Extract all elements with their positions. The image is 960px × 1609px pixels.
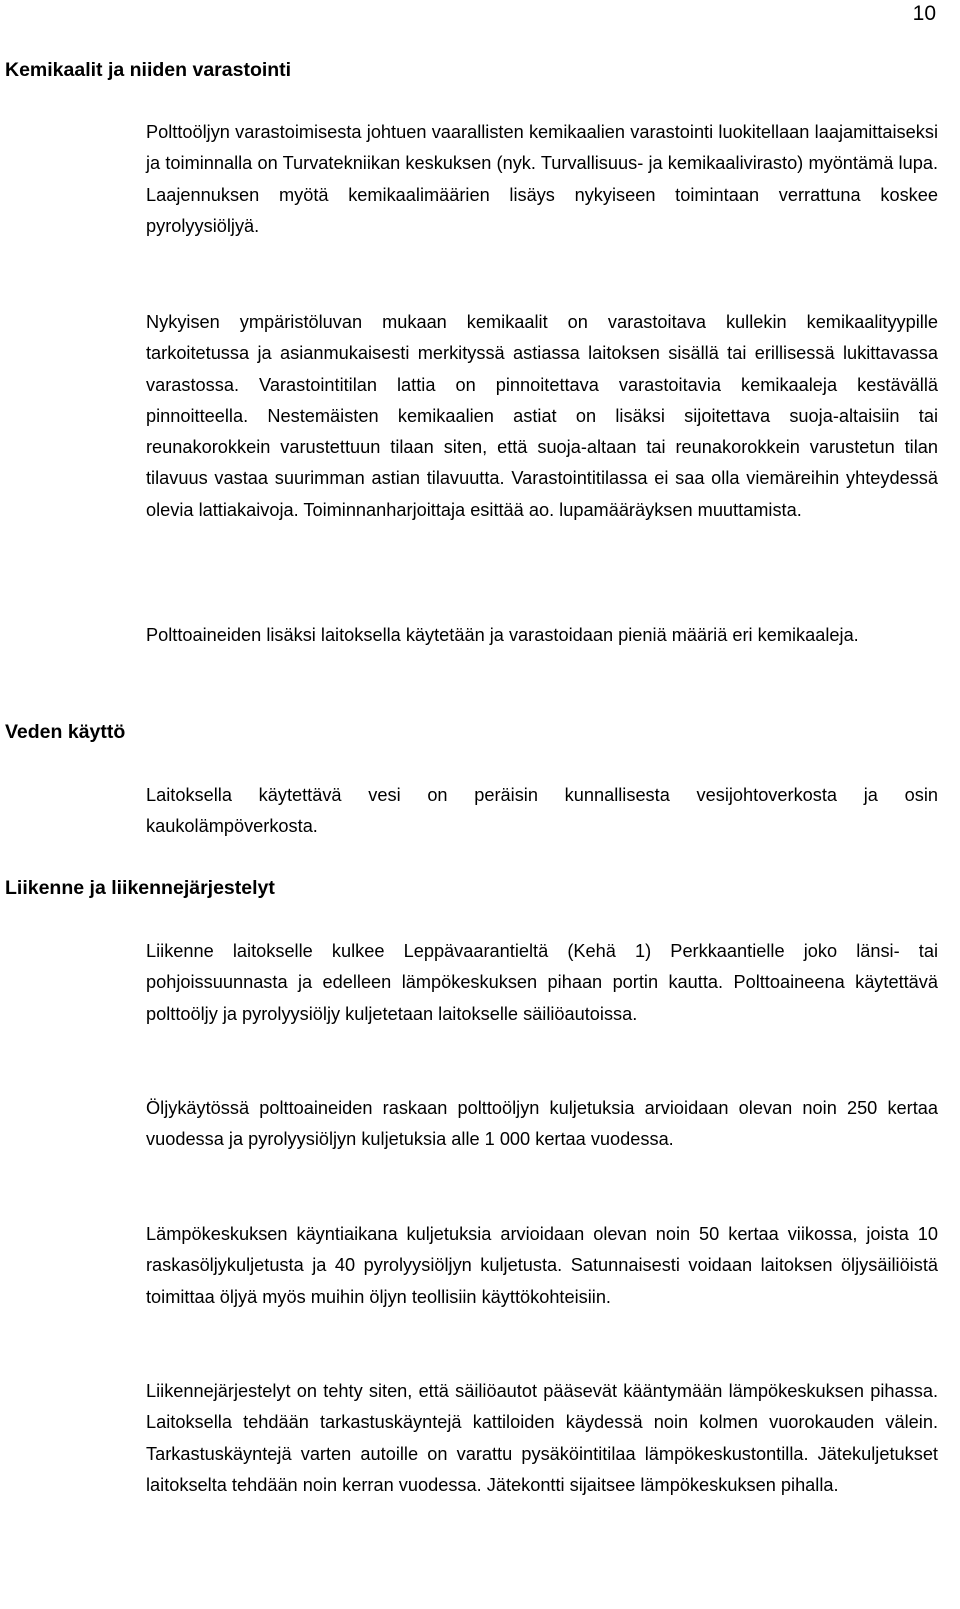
section-heading-chemicals: Kemikaalit ja niiden varastointi xyxy=(5,59,292,81)
paragraph-traffic-weekly-transports: Lämpökeskuksen käyntiaikana kuljetuksia arvioidaan olevan noin 50 kertaa viikossa, joista 10 raskasöljykuljetusta ja 40 pyrolyysiöljyn kuljetusta. Satunnaisesti voidaan laitoksen öljysäiliöistä toimittaa öljyä myös muihin öljyn teollisiin käyttökohteisiin. xyxy=(146,1224,938,1307)
paragraph-water-source: Laitoksella käytettävä vesi on peräisin kunnallisesta vesijohtoverkosta ja osin kaukolämpöverkosta. xyxy=(146,785,938,837)
paragraph-chemicals-storage-license: Polttoöljyn varastoimisesta johtuen vaarallisten kemikaalien varastointi luokitellaan laajamittaiseksi ja toiminnalla on Turvatekniikan keskuksen (nyk. Turvallisuus- ja kemikaalivirasto) myöntämä lupa. Laajennuksen myötä kemikaalimäärien lisäys nykyiseen toimintaan verrattuna koskee pyrolyysiöljyä. xyxy=(146,122,938,236)
paragraph-traffic-arrangements: Liikennejärjestelyt on tehty siten, että säiliöautot pääsevät kääntymään lämpökeskuksen pihassa. Laitoksella tehdään tarkastuskäyntejä kattiloiden käydessä noin kolmen vuorokauden välein. Tarkastuskäyntejä varten autoille on varattu pysäköintitilaa lämpökeskustontilla. Jätekuljetukset laitokselta tehdään noin kerran vuodessa. Jätekontti sijaitsee lämpökeskuksen pihalla. xyxy=(146,1381,938,1495)
paragraph-chemicals-storage-requirements: Nykyisen ympäristöluvan mukaan kemikaalit on varastoitava kullekin kemikaalityypille tarkoitetussa ja asianmukaisesti merkityssä astiassa laitoksen sisällä tai erillisessä lukittavassa varastossa. Varastointitilan lattia on pinnoitettava varastoitavia kemikaaleja kestävällä pinnoitteella. Nestemäisten kemikaalien astiat on lisäksi sijoitettava suoja-altaisiin tai reunakorokkein varustettuun tilaan siten, että suoja-altaan tai reunakorokkein varustetun tilan tilavuus vastaa suurimman astian tilavuutta. Varastointitilassa ei saa olla viemäreihin yhteydessä olevia lattiakaivoja. Toiminnanharjoittaja esittää ao. lupamääräyksen muuttamista. xyxy=(146,312,938,520)
paragraph-traffic-oil-transports: Öljykäytössä polttoaineiden raskaan polttoöljyn kuljetuksia arvioidaan olevan noin 250 kertaa vuodessa ja pyrolyysiöljyn kuljetuksia alle 1 000 kertaa vuodessa. xyxy=(146,1098,938,1150)
paragraph-chemicals-other: Polttoaineiden lisäksi laitoksella käytetään ja varastoidaan pieniä määriä eri kemikaaleja. xyxy=(146,625,859,645)
section-heading-water-use: Veden käyttö xyxy=(5,721,126,743)
section-heading-traffic: Liikenne ja liikennejärjestelyt xyxy=(5,877,275,899)
page-number: 10 xyxy=(912,2,936,25)
paragraph-traffic-route: Liikenne laitokselle kulkee Leppävaarantieltä (Kehä 1) Perkkaantielle joko länsi- tai pohjoissuunnasta ja edelleen lämpökeskuksen pihaan portin kautta. Polttoaineena käytettävä polttoöljy ja pyrolyysiöljy kuljetetaan laitokselle säiliöautoissa. xyxy=(146,941,938,1024)
